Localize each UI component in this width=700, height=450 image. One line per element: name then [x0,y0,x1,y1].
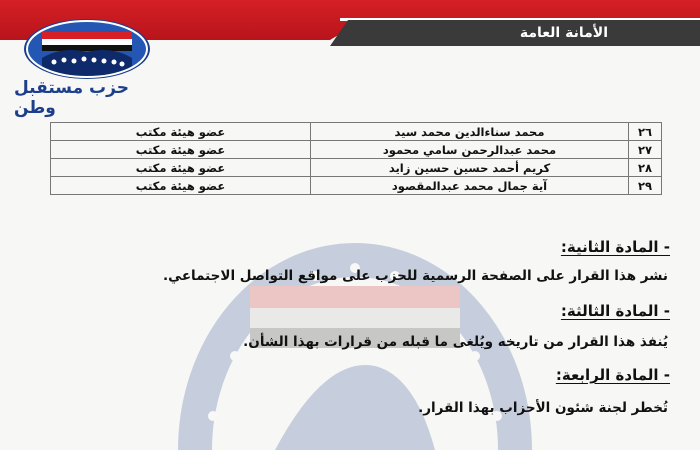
member-role: عضو هيئة مكتب [51,159,311,177]
row-number: ٢٨ [629,159,662,177]
member-role: عضو هيئة مكتب [51,141,311,159]
row-number: ٢٦ [629,123,662,141]
member-role: عضو هيئة مكتب [51,177,311,195]
table-row [51,177,662,195]
table-row [51,123,662,141]
member-role: عضو هيئة مكتب [51,123,311,141]
party-name: حزب مستقبل وطن [14,78,129,118]
member-name: محمد عبدالرحمن سامي محمود [311,141,629,159]
row-number: ٢٩ [629,177,662,195]
article-4-heading: - المادة الرابعة: [555,366,670,384]
table-row [51,159,662,177]
member-name: محمد سناءالدين محمد سيد [311,123,629,141]
members-table [50,122,662,195]
article-3-heading: - المادة الثالثة: [560,302,670,320]
member-name: كريم أحمد حسين حسين زايد [311,159,629,177]
article-2-text: نشر هذا القرار على الصفحة الرسمية للحزب على مواقع التواصل الاجتماعي. [163,268,668,284]
member-name: آية جمال محمد عبدالمقصود [311,177,629,195]
article-3-text: يُنفذ هذا القرار من تاريخه ويُلغى ما قبله من قرارات بهذا الشأن. [243,334,668,350]
header-title: الأمانة العامة [519,25,608,41]
header-gray-band [330,20,700,46]
table-row [51,141,662,159]
row-number: ٢٧ [629,141,662,159]
article-4-text: تُخطر لجنة شئون الأحزاب بهذا القرار. [418,400,668,416]
party-logo-icon [22,18,152,80]
article-2-heading: - المادة الثانية: [560,238,670,256]
